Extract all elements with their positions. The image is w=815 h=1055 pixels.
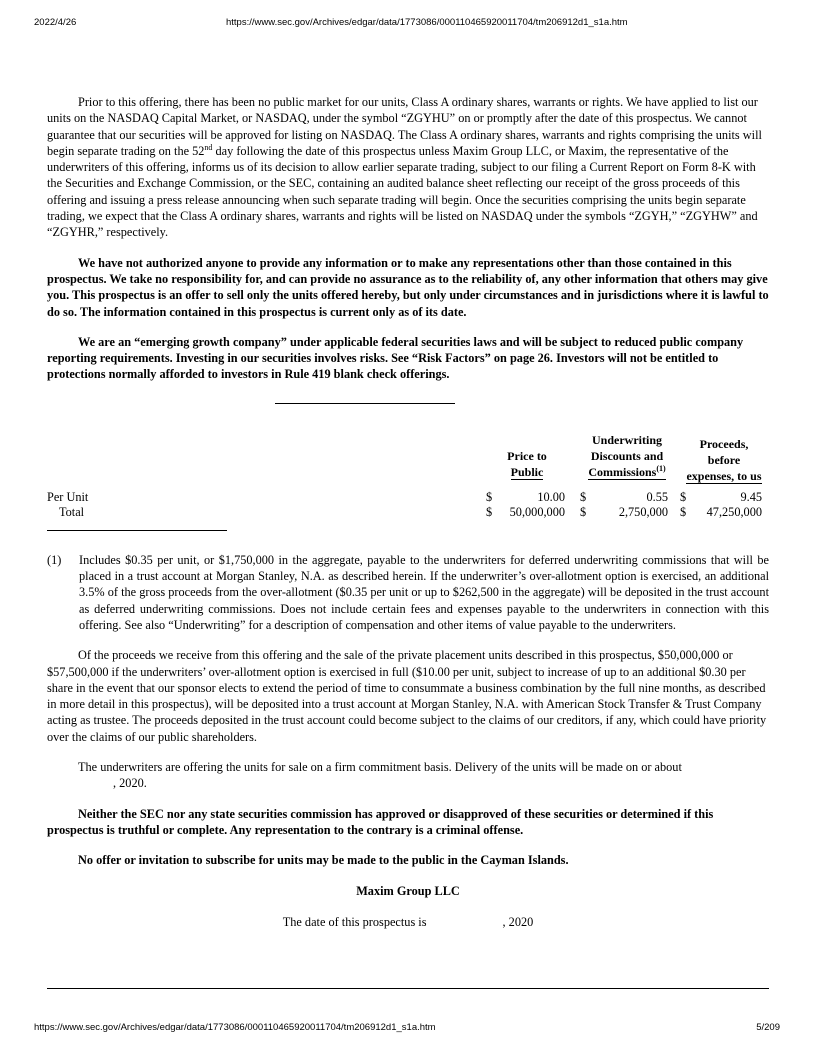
emerging-growth-notice: We are an “emerging growth company” under applicable federal securities laws and will be subject to reduced public company reporting requirements. Investing in our securities involves risks. See “Risk Factors” on page 26. Investors will not be entitled to protections normally afforded to investors in Rule 419 blank check offerings. (47, 334, 744, 382)
trust-account-paragraph: Of the proceeds we receive from this offering and the sale of the private placement units described in this prospectus, $50,000,000 or $57,500,000 if the underwriters’ over-allotment option is exercised in full ($10.00 per unit, subject to increase of up to an additional $0.30 per share in the event that our sponsor elects to extend the period of time to consummate a business combination by the full nine months, as described in more detail in this prospectus), will be deposited into a trust account at Morgan Stanley, N.A. with American Stock Transfer & Trust Company acting as trustee. The proceeds deposited in the trust account could become subject to the claims of our creditors, if any, which could have priority over the claims of our public shareholders. (47, 648, 767, 744)
page-number: 5/209 (756, 1022, 780, 1033)
underwriter-name: Maxim Group LLC (356, 883, 460, 898)
browser-print-header (0, 17, 815, 31)
footnote-text: Includes $0.35 per unit, or $1,750,000 in the aggregate, payable to the underwriters for deferred underwriting commissions that will be placed in a trust account at Morgan Stanley, N.A. as described herein. If the underwriter’s over-allotment option is exercised, an additional 3.5% of the gross proceeds from the over-allotment ($0.35 per unit or up to $262,500 in the aggregate) will be deposited in the trust account as deferred underwriting commissions. Does not include certain fees and expenses payable to the underwriters in connection with this offering. See also “Underwriting” for a description of compensation and other items of value payable to the underwriters. (79, 552, 769, 632)
offering-price-table (47, 432, 769, 522)
sec-disclaimer: Neither the SEC nor any state securities commission has approved or disapproved of these securities or determined if this prospectus is truthful or complete. Any representation to the contrary is a criminal offense. (47, 806, 714, 837)
page-bottom-rule (47, 988, 769, 989)
cayman-notice: No offer or invitation to subscribe for units may be made to the public in the Cayman Islands. (78, 853, 569, 868)
print-footer-url: https://www.sec.gov/Archives/edgar/data/1773086/000110465920011704/tm206912d1_s1a.htm (34, 1022, 436, 1033)
col-header-underwriting: Underwriting Discounts and Commissions$^{(1)}$ (588, 432, 666, 480)
footnote-divider (47, 530, 227, 531)
col-header-proceeds: Proceeds, before expenses, to us (686, 436, 762, 484)
col-header-price: Price to Public (507, 448, 547, 480)
listing-paragraph: Prior to this offering, there has been no public market for our units, Class A ordinary shares, warrants or rights. We have applied to list our units on the NASDAQ Capital Market, or NASDAQ, under the symbol “ZGYHU” on or promptly after the date of this prospectus. We cannot guarantee that our securities will be approved for listing on NASDAQ. The Class A ordinary shares, warrants and rights comprising the units will begin separate trading on the 52nd day following the date of this prospectus unless Maxim Group LLC, or Maxim, the representative of the underwriters of this offering, informs us of its decision to allow earlier separate trading, subject to our filing a Current Report on Form 8-K with the Securities and Exchange Commission, or the SEC, containing an audited balance sheet reflecting our receipt of the gross proceeds of this offering and issuing a press release announcing when such separate trading will begin. Once the securities comprising the units begin separate trading, we expect that the Class A ordinary shares, warrants and rights will be listed on NASDAQ under the symbols “ZGYH,” “ZGYHW” and “ZGYHR,” respectively. (47, 95, 762, 240)
delivery-paragraph: The underwriters are offering the units for sale on a firm commitment basis. Delivery of the units will be made on or about , 2020. (78, 760, 682, 791)
prospectus-page (47, 94, 769, 930)
footnote-marker: (1) (47, 552, 62, 567)
table-row: Total $ 50,000,000 $ 2,750,000 $ 47,250,000 (59, 504, 762, 519)
footnote (47, 552, 769, 633)
print-url: https://www.sec.gov/Archives/edgar/data/1773086/000110465920011704/tm206912d1_s1a.htm (226, 17, 628, 28)
prospectus-date: The date of this prospectus is , 2020 (282, 914, 534, 929)
section-divider (275, 403, 455, 404)
print-date: 2022/4/26 (34, 17, 77, 28)
table-row: Per Unit $ 10.00 $ 0.55 $ 9.45 (47, 489, 762, 504)
authorization-notice: We have not authorized anyone to provide any information or to make any representations other than those contained in this prospectus. We take no responsibility for, and can provide no assurance as to the reliability of, any other information that others may give you. This prospectus is an offer to sell only the units offered hereby, but only under circumstances and in jurisdictions where it is lawful to do so. The information contained in this prospectus is current only as of its date. (47, 255, 769, 319)
browser-print-footer (0, 1022, 815, 1036)
